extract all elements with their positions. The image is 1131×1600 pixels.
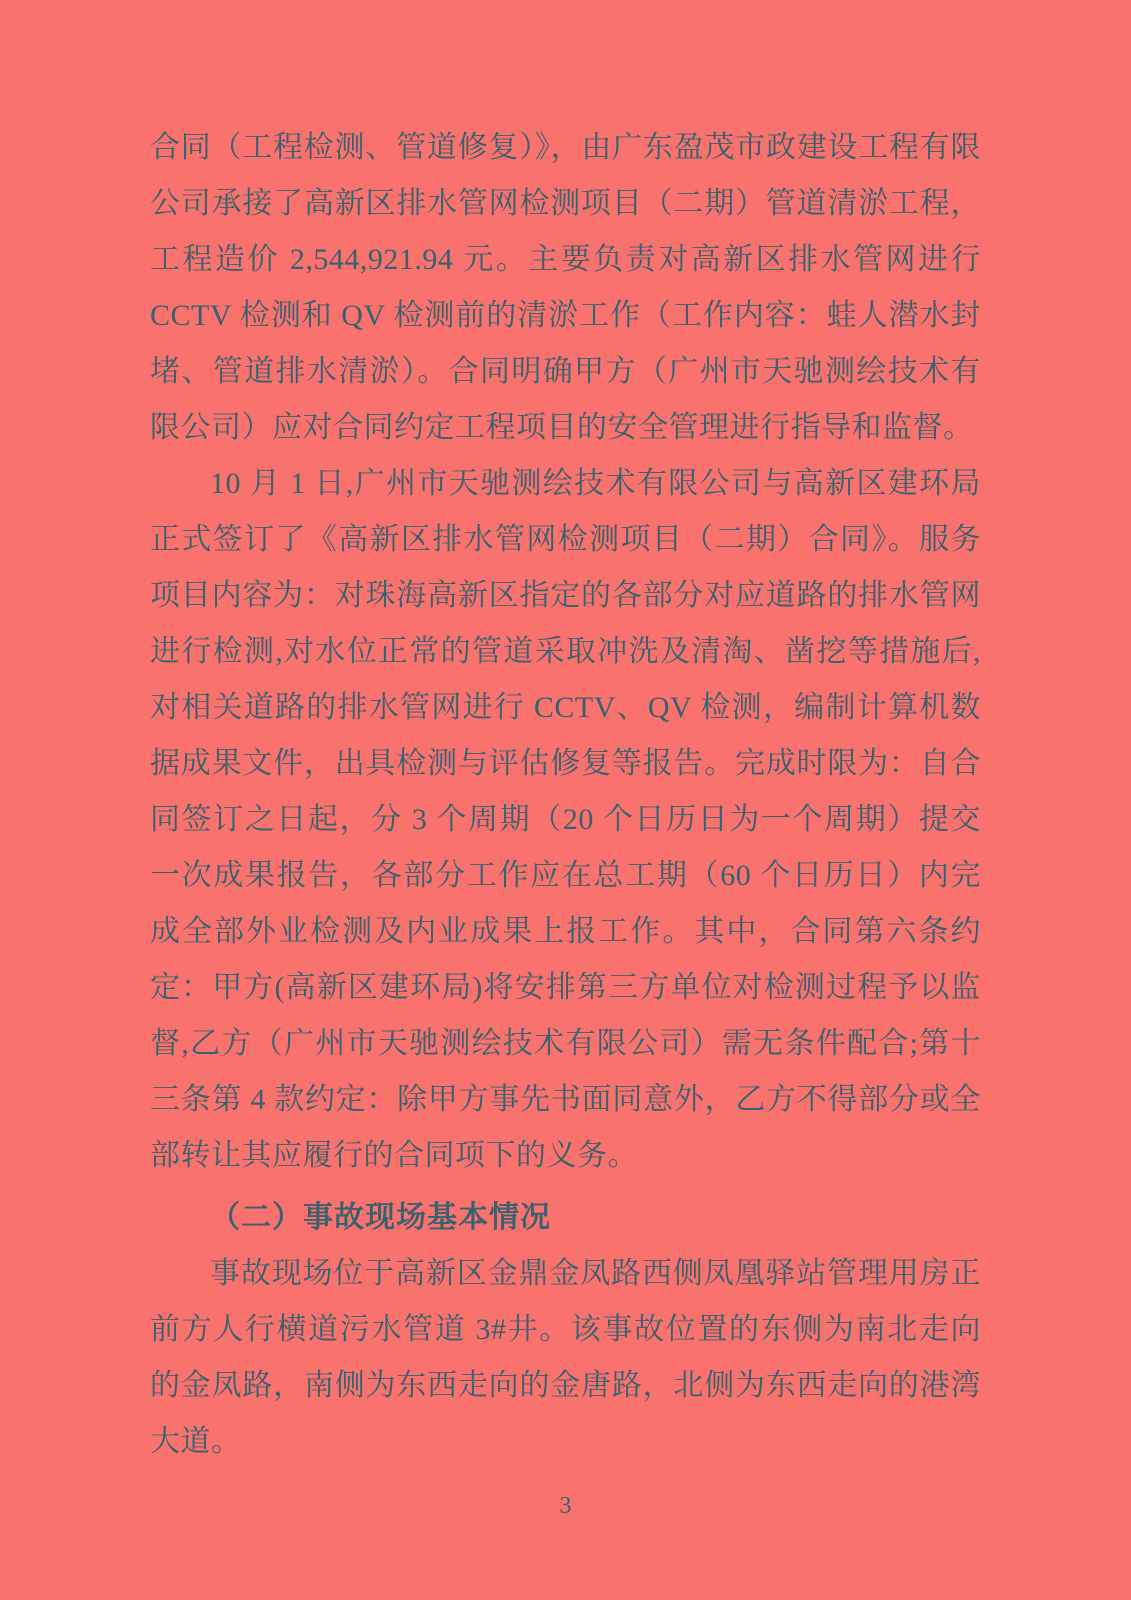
page-number: 3 [559,1493,572,1519]
paragraph-contract-signing: 10 月 1 日,广州市天驰测绘技术有限公司与高新区建环局正式签订了《高新区排水管网检测项目（二期）合同》。服务项目内容为：对珠海高新区指定的各部分对应道路的排水管网进行检测,对水位正常的管道采取冲洗及清淘、凿挖等措施后,对相关道路的排水管网进行 CCTV、QV 检测，编制计算机数据成果文件，出具检测与评估修复等报告。完成时限为：自合同签订之日起，分 3 个周期（20 个日历日为一个周期）提交一次成果报告，各部分工作应在总工期（60 个日历日）内完成全部外业检测及内业成果上报工作。其中，合同第六条约定：甲方(高新区建环局)将安排第三方单位对检测过程予以监督,乙方（广州市天驰测绘技术有限公司）需无条件配合;第十三条第 4 款约定：除甲方事先书面同意外，乙方不得部分或全部转让其应履行的合同项下的义务。 [150,467,981,1172]
paragraph-contract-scope: 合同（工程检测、管道修复）》，由广东盈茂市政建设工程有限公司承接了高新区排水管网检测项目（二期）管道清淤工程，工程造价 2,544,921.94 元。主要负责对高新区排水管网进行 CCTV 检测和 QV 检测前的清淤工作（工作内容：蛙人潜水封堵、管道排水清淤）。合同明确甲方（广州市天驰测绘技术有限公司）应对合同约定工程项目的安全管理进行指导和监督。 [150,131,981,444]
paragraph-accident-site-location: 事故现场位于高新区金鼎金凤路西侧凤凰驿站管理用房正前方人行横道污水管道 3#井。该事故位置的东侧为南北走向的金凤路，南侧为东西走向的金唐路，北侧为东西走向的港湾大道。 [150,1257,981,1458]
section-heading-accident-site: （二）事故现场基本情况 [210,1200,551,1235]
